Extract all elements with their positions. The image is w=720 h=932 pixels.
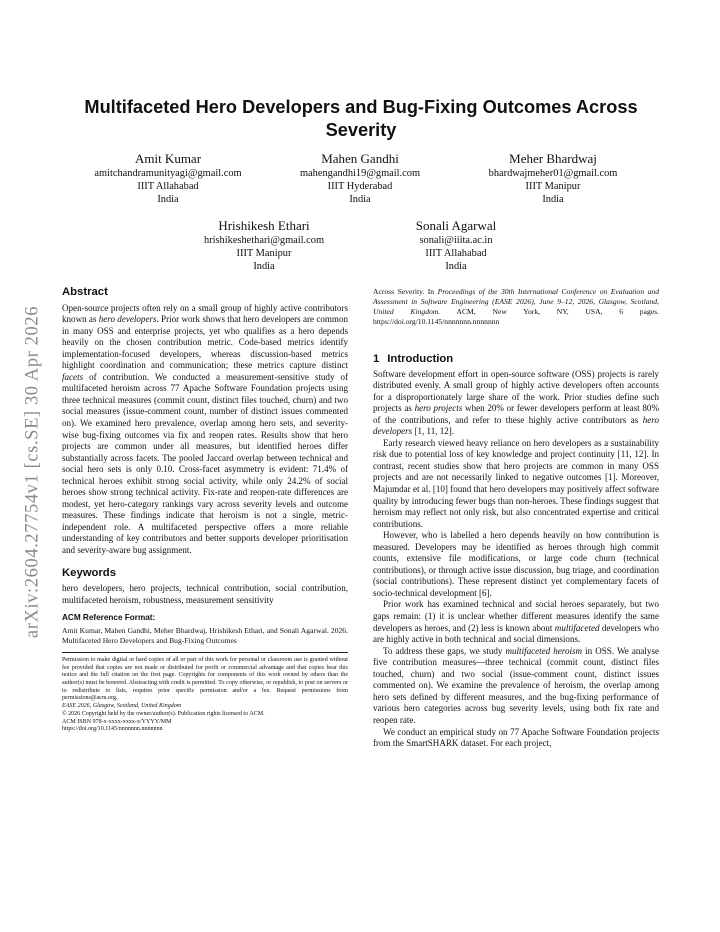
- author-email: bhardwajmeher01@gmail.com: [488, 168, 618, 179]
- abstract-emphasis: hero developers: [98, 314, 157, 325]
- intro-emphasis: multifaceted: [554, 622, 600, 633]
- author-country: India: [542, 194, 564, 206]
- abstract-heading: Abstract: [62, 286, 108, 298]
- author-name: Amit Kumar: [134, 151, 202, 166]
- acm-reference-continued: [373, 287, 659, 327]
- abstract-text-part: Open-source projects often rely on a small group of highly active contributors known as: [62, 302, 348, 325]
- author-email: hrishikeshethari@gmail.com: [203, 235, 325, 246]
- abstract-emphasis: facets: [62, 371, 84, 382]
- isbn-line: ACM ISBN 978-x-xxxx-xxxx-x/YYYY/MM: [62, 718, 172, 725]
- acm-reference-part: ACM, New York, NY, USA, 6 pages. https://doi.org/10.1145/nnnnnnn.nnnnnnn: [373, 307, 659, 326]
- author-country: India: [349, 194, 371, 206]
- acm-reference-heading: ACM Reference Format:: [62, 613, 156, 623]
- author-email: sonali@iiita.ac.in: [419, 235, 493, 246]
- intro-paragraph: [373, 646, 659, 727]
- author-block: [166, 218, 362, 274]
- copyright-line: © 2026 Copyright held by the owner/author(s). Publication rights licensed to ACM.: [62, 710, 265, 717]
- author-name: Sonali Agarwal: [415, 218, 497, 233]
- intro-text-part: [1, 11, 12].: [412, 426, 455, 437]
- section-title: Introduction: [387, 353, 454, 365]
- keywords-text: hero developers, hero projects, technical contribution, social contribution, multifaceted heroism, robustness, measurement sensitivity: [62, 583, 348, 605]
- intro-paragraph: [373, 599, 659, 645]
- author-affiliation: IIIT Hyderabad: [327, 181, 393, 193]
- author-name: Meher Bhardwaj: [509, 151, 597, 166]
- acm-reference-part: Across Severity. In: [373, 287, 438, 296]
- intro-text-part: Prior work has examined technical and social heroes separately, but two gaps remain: (1) it is unclear whether different measures identify the same developers as heroes, and (2) less is known about: [373, 599, 659, 633]
- doi-line: https://doi.org/10.1145/nnnnnnn.nnnnnnn: [62, 726, 163, 733]
- author-affiliation: IIIT Allahabad: [137, 181, 199, 193]
- intro-paragraph: However, who is labelled a hero depends heavily on how contribution is measured. Developers may be identified as heroes through high commit counts, extensive file modifications, or large code churn (technical contributions), or through active issue discussion, bug triage, and coordination (social contributions). These represent distinct yet complementary facets of socio-technical development [6].: [373, 530, 659, 598]
- intro-emphasis: hero projects: [414, 403, 463, 414]
- section-heading: [373, 354, 659, 366]
- paper-title: Multifaceted Hero Developers and Bug-Fixing Outcomes Across Severity: [84, 97, 638, 140]
- intro-text-part: when 20% or fewer developers perform at least 80% of the contributions, and refer to these highly active contributors as: [373, 403, 659, 425]
- author-country: India: [253, 261, 275, 273]
- author-country: India: [157, 194, 179, 206]
- intro-paragraph: [373, 369, 659, 438]
- abstract-text-part: of contribution. We conducted a measurement-sensitive study of multifaceted heroism across 77 Apache Software Foundation projects using three technical measures (commit count, distinct files touched, churn) and two social measures (issue-comment count, number of distinct issues commented on). We examined hero prevalence, overlap among hero sets, and severity-wise bug-fixing outcomes via fix and reopen rates. Results show that hero projects are common under all measures, but identified heroes differ substantially across facets. The pooled Jaccard overlap between technical and social hero sets is only 0.10. Cross-facet asymmetry is evident: 71.4% of technical heroes exhibit strong social activity, while only 24.2% of social heroes show strong technical activity. Fix-rate and reopen-rate differences are modest, yet hero-category rankings vary across severity levels and outcome measures. These findings indicate that heroism is not a single, metric-independent role. A multifaceted perspective offers a more reliable understanding of key contributors and better supports developer prioritisation and severity-aware bug assignment.: [62, 371, 348, 556]
- intro-paragraph: Early research viewed heavy reliance on hero developers as a sustainability risk due to potential loss of key knowledge and project continuity [11, 12]. In contrast, recent studies show that hero projects are common in many OSS projects and are not necessarily linked to negative outcomes [1]. Moreover, Majumdar et al. [10] found that hero developers may positively affect software quality by introducing fewer bugs than non-heroes. These findings suggest that heroism may reflect not only risk, but also concentrated expertise and critical contributions.: [373, 437, 660, 529]
- section-number: 1: [373, 353, 380, 365]
- intro-emphasis: multifaceted heroism: [505, 645, 583, 656]
- arxiv-stamp-text: arXiv:2604.27754v1 [cs.SE] 30 Apr 2026: [22, 305, 43, 639]
- author-block: [262, 151, 458, 207]
- author-block: [70, 151, 266, 207]
- venue-line: EASE 2026, Glasgow, Scotland, United Kingdom: [62, 703, 182, 710]
- keywords-heading: Keywords: [62, 566, 116, 579]
- author-email: amitchandramunityagi@gmail.com: [94, 168, 242, 179]
- intro-emphasis: hero developers: [373, 414, 659, 437]
- left-column: [62, 287, 348, 734]
- author-country: India: [445, 261, 467, 273]
- intro-paragraph: We conduct an empirical study on 77 Apache Software Foundation projects from the SmartSHARK dataset. For each project,: [373, 726, 659, 749]
- acm-reference-text: Amit Kumar, Mahen Gandhi, Meher Bhardwaj, Hrishikesh Ethari, and Sonali Agarwal. 2026. Multifaceted Hero Developers and Bug-Fixing Outcomes: [62, 625, 348, 645]
- arxiv-stamp: [21, 262, 45, 682]
- author-name: Mahen Gandhi: [321, 151, 399, 166]
- author-block: [358, 218, 554, 274]
- right-column: [373, 287, 659, 750]
- footnote-divider: [62, 652, 348, 653]
- intro-text-part: in OSS. We analyse five contribution measures—three technical (commit count, distinct files touched, churn) and two social (issue-comment count, distinct issues commented on). We examine the prevalence of heroism, the overlap among hero sets defined by different measures, and the bug-fixing performance of various hero categories across bug severity levels, using both fix rate and reopen rate.: [373, 645, 659, 725]
- abstract-text: [62, 303, 348, 557]
- abstract-text-part: . Prior work shows that hero developers are common in many OSS and enterprise projects, yet who qualifies as a hero depends heavily on the chosen contribution metric. Code-based metrics identify implementation-focused developers, whereas discussion-based metrics highlight coordination and communication; these metrics capture distinct: [62, 314, 348, 371]
- intro-text-part: developers who are highly active in both technical and social dimensions.: [373, 622, 659, 645]
- permission-notice: Permission to make digital or hard copies of all or part of this work for personal or classroom use is granted without fee provided that copies are not made or distributed for profit or commercial advantage and that copies bear this notice and the full citation on the first page. Copyrights for components of this work owned by others than the author(s) must be honored. Abstracting with credit is permitted. To copy otherwise, or republish, to post on servers or to redistribute to lists, requires prior specific permission and/or a fee. Request permissions from permissions@acm.org.: [62, 656, 348, 702]
- author-name: Hrishikesh Ethari: [218, 218, 310, 233]
- author-affiliation: IIIT Manipur: [236, 248, 292, 260]
- author-email: mahengandhi19@gmail.com: [299, 168, 421, 179]
- author-affiliation: IIIT Allahabad: [425, 248, 487, 260]
- author-block: [455, 151, 651, 207]
- intro-text-part: To address these gaps, we study: [383, 645, 506, 656]
- acm-reference-emphasis: Proceedings of the 30th International Conference on Evaluation and Assessment in Software Engineering (EASE 2026), June 9–12, 2026, Glasgow, Scotland, United Kingdom.: [373, 287, 659, 316]
- author-affiliation: IIIT Manipur: [525, 181, 581, 193]
- intro-text-part: Software development effort in open-source software (OSS) projects is rarely distributed evenly. A small group of highly active developers often accounts for a disproportionately large share of the work. Prior studies define such projects as: [373, 368, 659, 414]
